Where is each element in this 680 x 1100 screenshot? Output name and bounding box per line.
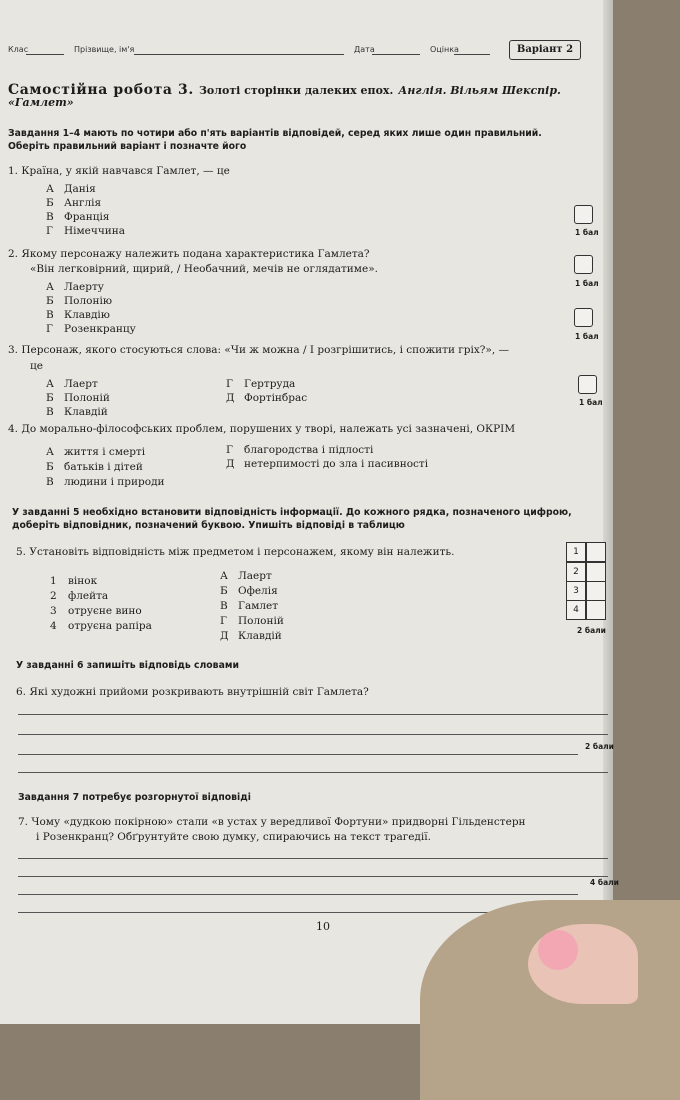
instruction-5-line-2: доберіть відповідник, позначений буквою. Упишіть відповіді в таблицю bbox=[12, 520, 405, 531]
q6-answer-line-3[interactable] bbox=[18, 754, 578, 755]
q2-option-a[interactable]: А Лаерту bbox=[46, 281, 104, 293]
page-title bbox=[8, 79, 561, 98]
q4-answer-box[interactable] bbox=[578, 375, 597, 394]
q7-answer-line-2[interactable] bbox=[18, 876, 608, 877]
q2-answer-box[interactable] bbox=[574, 255, 593, 274]
q2-score: 1 бал bbox=[575, 279, 599, 288]
instruction-5-line-1: У завданні 5 необхідно встановити відповідність інформації. До кожного рядка, позначеного цифрою, bbox=[12, 507, 572, 518]
question-7-line-2: і Розенкранц? Обґрунтуйте свою думку, спираючись на текст трагедії. bbox=[36, 831, 431, 843]
instruction-1-4-line-1: Завдання 1–4 мають по чотири або п'ять варіантів відповідей, серед яких лише один правильний. bbox=[8, 128, 542, 139]
q1-answer-box[interactable] bbox=[574, 205, 593, 224]
q5-grid-label-1: 1 bbox=[566, 542, 586, 562]
instruction-7: Завдання 7 потребує розгорнутої відповіді bbox=[18, 792, 251, 803]
desk-background bbox=[420, 900, 680, 1100]
q3-option-b[interactable]: Б Полоній bbox=[46, 392, 110, 404]
q1-score: 1 бал bbox=[575, 228, 599, 237]
q5-grid-answer-3[interactable] bbox=[586, 581, 606, 601]
q5-option-c: В Гамлет bbox=[220, 600, 279, 612]
q1-option-d[interactable]: Г Німеччина bbox=[46, 225, 126, 237]
q1-option-c[interactable]: В Франція bbox=[46, 211, 110, 223]
q4-option-c[interactable]: В людини і природи bbox=[46, 476, 165, 488]
title-italic-1: Англія. Вільям Шекспір. bbox=[398, 84, 561, 97]
date-field[interactable] bbox=[372, 54, 420, 55]
q2-option-c[interactable]: В Клавдію bbox=[46, 309, 110, 321]
fingernail bbox=[538, 930, 578, 970]
instruction-6: У завданні 6 запишіть відповідь словами bbox=[16, 660, 239, 671]
q5-grid-answer-4[interactable] bbox=[586, 600, 606, 620]
q5-option-a: А Лаерт bbox=[220, 570, 272, 582]
q5-grid-answer-1[interactable] bbox=[586, 542, 606, 562]
q5-item-2: 2 флейта bbox=[50, 590, 109, 602]
q5-option-e: Д Клавдій bbox=[220, 630, 282, 642]
question-3-cont: це bbox=[30, 360, 43, 372]
q3-option-e[interactable]: Д Фортінбрас bbox=[226, 392, 308, 404]
q5-grid-label-2: 2 bbox=[566, 562, 586, 582]
q5-option-b: Б Офелія bbox=[220, 585, 278, 597]
q5-score: 2 бали bbox=[577, 626, 606, 635]
class-field[interactable] bbox=[26, 54, 64, 55]
q4-option-d[interactable]: Г благородства і підлості bbox=[226, 444, 374, 456]
question-5: 5. Установіть відповідність між предметом і персонажем, якому він належить. bbox=[16, 546, 455, 558]
grade-field[interactable] bbox=[454, 54, 490, 55]
q3-option-a[interactable]: А Лаерт bbox=[46, 378, 98, 390]
q7-score: 4 бали bbox=[590, 878, 619, 887]
q5-item-3: 3 отруєне вино bbox=[50, 605, 142, 617]
question-3: 3. Персонаж, якого стосуються слова: «Чи ж можна / І розгрішитись, і спожити гріх?», — bbox=[8, 344, 510, 356]
title-rest: Золоті сторінки далеких епох. bbox=[198, 84, 394, 97]
q2-option-b[interactable]: Б Полонію bbox=[46, 295, 112, 307]
q5-grid-answer-2[interactable] bbox=[586, 562, 606, 582]
q3-option-c[interactable]: В Клавдій bbox=[46, 406, 108, 418]
q3-answer-box[interactable] bbox=[574, 308, 593, 327]
variant-badge: Варіант 2 bbox=[509, 40, 581, 60]
class-label: Клас bbox=[8, 45, 29, 54]
q6-answer-line-4[interactable] bbox=[18, 772, 608, 773]
question-7-line-1: 7. Чому «дудкою покірною» стали «в устах у вередливої Фортуни» придворні Гільденстерн bbox=[18, 816, 526, 828]
page-fold-shadow bbox=[603, 0, 613, 940]
q6-answer-line-2[interactable] bbox=[18, 734, 608, 735]
q4-option-e[interactable]: Д нетерпимості до зла і пасивності bbox=[226, 458, 429, 470]
q6-answer-line-1[interactable] bbox=[18, 714, 608, 715]
name-field[interactable] bbox=[134, 54, 344, 55]
q3-score: 1 бал bbox=[579, 398, 603, 407]
question-2-quote: «Він легковірний, щирий, / Необачний, мечів не оглядатиме». bbox=[30, 263, 378, 275]
q4-option-b[interactable]: Б батьків і дітей bbox=[46, 461, 143, 473]
q3-score-above: 1 бал bbox=[575, 332, 599, 341]
q1-option-b[interactable]: Б Англія bbox=[46, 197, 102, 209]
q7-answer-line-1[interactable] bbox=[18, 858, 608, 859]
question-6: 6. Які художні прийоми розкривають внутрішній світ Гамлета? bbox=[16, 686, 369, 698]
q6-score: 2 бали bbox=[585, 742, 614, 751]
q4-option-a[interactable]: А життя і смерті bbox=[46, 446, 146, 458]
date-label: Дата bbox=[354, 45, 375, 54]
grade-label: Оцінка bbox=[430, 45, 459, 54]
q5-item-4: 4 отруєна рапіра bbox=[50, 620, 152, 632]
q7-answer-line-3[interactable] bbox=[18, 894, 578, 895]
title-line-2: «Гамлет» bbox=[8, 96, 74, 109]
q5-grid-label-4: 4 bbox=[566, 600, 586, 620]
q3-option-d[interactable]: Г Гертруда bbox=[226, 378, 296, 390]
name-label: Прізвище, ім'я bbox=[74, 45, 135, 54]
q5-item-1: 1 вінок bbox=[50, 575, 98, 587]
question-2: 2. Якому персонажу належить подана характеристика Гамлета? bbox=[8, 248, 370, 260]
instruction-1-4-line-2: Оберіть правильний варіант і позначте його bbox=[8, 141, 247, 152]
page-number: 10 bbox=[316, 920, 330, 933]
question-1: 1. Країна, у якій навчався Гамлет, — це bbox=[8, 165, 230, 177]
question-4: 4. До морально-філософських проблем, порушених у творі, належать усі зазначені, ОКРІМ bbox=[8, 423, 516, 435]
q2-option-d[interactable]: Г Розенкранцу bbox=[46, 323, 136, 335]
q1-option-a[interactable]: А Данія bbox=[46, 183, 96, 195]
q5-grid-label-3: 3 bbox=[566, 581, 586, 601]
q5-option-d: Г Полоній bbox=[220, 615, 284, 627]
title-main: Самостійна робота 3. bbox=[8, 82, 194, 98]
